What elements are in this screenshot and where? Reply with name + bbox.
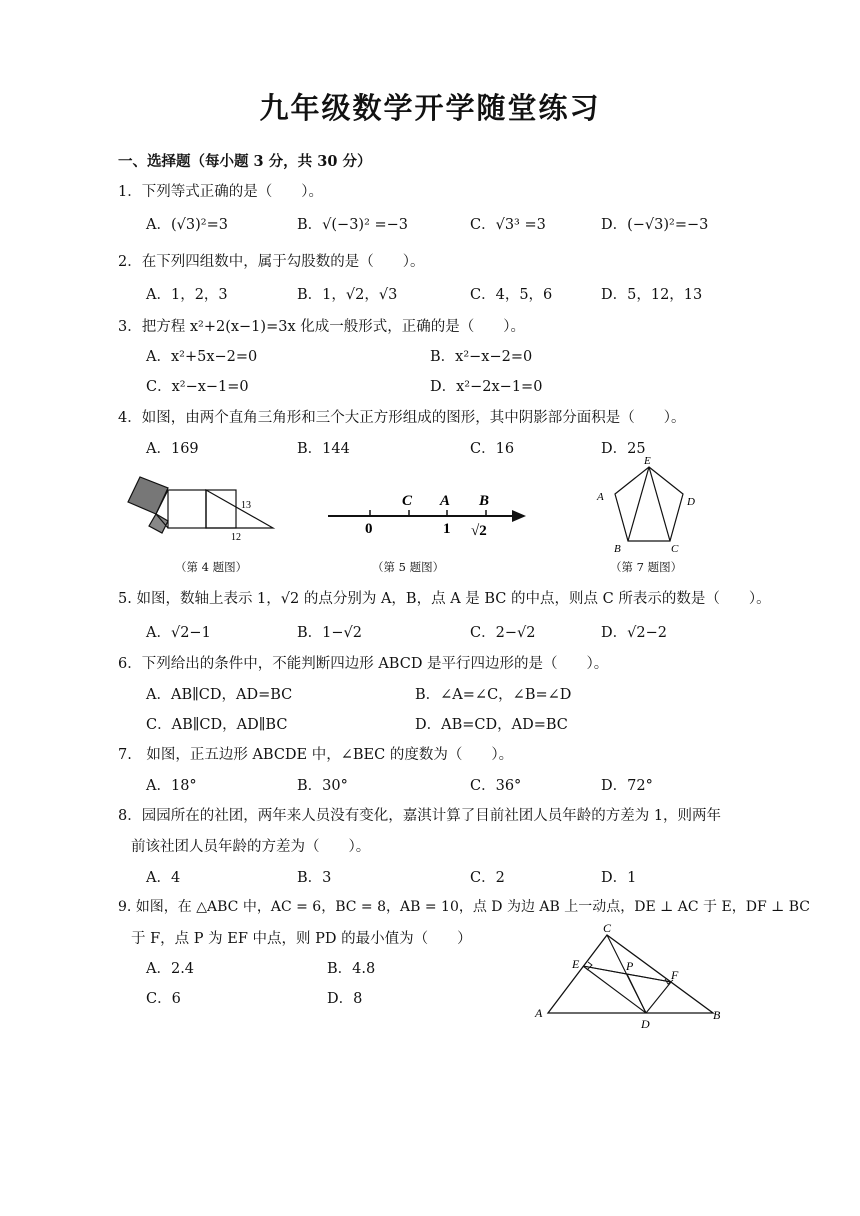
segment-cd xyxy=(607,935,646,1013)
question-3-option-c: C．x²−x−1=0 xyxy=(146,379,249,395)
question-7-option-d: D．72° xyxy=(601,778,653,794)
vertex-a-label: A xyxy=(597,491,604,503)
vertex-a-label: A xyxy=(535,1006,543,1020)
question-1-option-c: C．√3³ =3 xyxy=(470,217,546,233)
question-2-option-d: D．5，12，13 xyxy=(601,287,703,303)
question-1-option-b: B．√(−3)² =−3 xyxy=(297,217,409,233)
right-triangle xyxy=(206,490,273,528)
question-3-option-a: A．x²+5x−2=0 xyxy=(146,349,258,365)
tick-1-label: 1 xyxy=(443,521,451,537)
arrow-head xyxy=(512,510,526,522)
question-4-stem: 4．如图，由两个直角三角形和三个大正方形组成的图形，其中阴影部分面积是（ ）。 xyxy=(118,410,686,426)
square-middle xyxy=(168,490,206,528)
question-9-stem-line-1: 9. 如图，在 △ABC 中，AC = 6，BC = 8，AB = 10，点 D 为边 AB 上一动点，DE ⊥ AC 于 E，DF ⊥ BC xyxy=(118,899,810,915)
question-6-option-b: B．∠A=∠C，∠B=∠D xyxy=(415,687,572,703)
segment-df xyxy=(646,982,671,1013)
figure-5-caption: （第 5 题图） xyxy=(372,560,445,574)
question-4-option-d: D．25 xyxy=(601,441,646,457)
point-b-label: B xyxy=(479,493,490,509)
segment-eb xyxy=(628,467,649,541)
section-heading: 一、选择题（每小题 3 分，共 30 分） xyxy=(118,153,372,170)
question-3-stem: 3．把方程 x²+2(x−1)=3x 化成一般形式，正确的是（ ）。 xyxy=(118,319,525,335)
tick-sqrt2-label: √2 xyxy=(471,523,487,539)
question-4-option-c: C．16 xyxy=(470,441,515,457)
figure-5-number-line xyxy=(322,487,532,547)
question-6-option-a: A．AB∥CD，AD=BC xyxy=(146,687,293,703)
question-7-option-b: B．30° xyxy=(297,778,348,794)
question-8-option-d: D．1 xyxy=(601,870,637,886)
question-1-stem: 1．下列等式正确的是（ ）。 xyxy=(118,184,323,200)
question-2-stem: 2．在下列四组数中，属于勾股数的是（ ）。 xyxy=(118,254,425,270)
question-6-option-d: D．AB=CD，AD=BC xyxy=(415,717,568,733)
vertex-d-label: D xyxy=(687,496,695,508)
question-5-option-a: A．√2−1 xyxy=(146,625,211,641)
square-right xyxy=(206,490,236,528)
pentagon-outline xyxy=(615,467,683,541)
vertex-e-label: E xyxy=(644,455,651,467)
vertex-c-label: C xyxy=(603,921,612,935)
tick-0-label: 0 xyxy=(365,521,373,537)
question-6-option-c: C．AB∥CD，AD∥BC xyxy=(146,717,288,733)
question-8-stem-line-2: 前该社团人员年龄的方差为（ ）。 xyxy=(131,839,371,855)
question-2-option-b: B．1，√2，√3 xyxy=(297,287,398,303)
point-f-label: F xyxy=(671,968,679,982)
question-8-stem-line-1: 8．园园所在的社团，两年来人员没有变化，嘉淇计算了目前社团人员年龄的方差为 1，则两年 xyxy=(118,808,722,824)
vertex-b-label: B xyxy=(713,1008,721,1022)
question-1-option-d: D．(−√3)²=−3 xyxy=(601,217,709,233)
point-p-label: P xyxy=(626,959,634,973)
segment-de xyxy=(583,966,646,1013)
figure-4-diagram xyxy=(118,472,283,547)
question-9-option-b: B．4.8 xyxy=(327,961,376,977)
question-9-stem-line-2: 于 F，点 P 为 EF 中点，则 PD 的最小值为（ ） xyxy=(131,931,472,947)
question-4-option-a: A．169 xyxy=(146,441,199,457)
figure-7-caption: （第 7 题图） xyxy=(610,560,683,574)
question-7-stem: 7. 如图，正五边形 ABCDE 中，∠BEC 的度数为（ ）。 xyxy=(118,747,514,763)
question-4-option-b: B．144 xyxy=(297,441,350,457)
question-3-option-b: B．x²−x−2=0 xyxy=(430,349,533,365)
question-8-option-a: A．4 xyxy=(146,870,181,886)
question-2-option-a: A．1，2，3 xyxy=(146,287,228,303)
question-8-option-b: B．3 xyxy=(297,870,332,886)
question-8-option-c: C．2 xyxy=(470,870,505,886)
fig4-label-13: 13 xyxy=(241,500,251,511)
fig4-label-12: 12 xyxy=(231,532,241,543)
question-5-option-b: B．1−√2 xyxy=(297,625,362,641)
figure-9-triangle xyxy=(530,918,730,1033)
segment-ec xyxy=(649,467,670,541)
question-2-option-c: C．4，5，6 xyxy=(470,287,553,303)
question-3-option-d: D．x²−2x−1=0 xyxy=(430,379,543,395)
question-7-option-c: C．36° xyxy=(470,778,522,794)
point-e-label: E xyxy=(572,957,580,971)
point-d-label: D xyxy=(641,1017,650,1031)
point-c-label: C xyxy=(402,493,413,509)
question-9-option-a: A．2.4 xyxy=(146,961,195,977)
figure-7-pentagon xyxy=(592,453,707,557)
question-9-option-d: D．8 xyxy=(327,991,363,1007)
vertex-b-label: B xyxy=(614,543,621,555)
shaded-square-large xyxy=(128,477,168,514)
question-5-stem: 5. 如图，数轴上表示 1，√2 的点分别为 A，B，点 A 是 BC 的中点，则点 C 所表示的数是（ ）。 xyxy=(118,591,771,607)
question-5-option-d: D．√2−2 xyxy=(601,625,667,641)
page-title: 九年级数学开学随堂练习 xyxy=(259,91,601,125)
question-7-option-a: A．18° xyxy=(146,778,197,794)
figure-4-caption: （第 4 题图） xyxy=(175,560,248,574)
point-a-label: A xyxy=(440,493,451,509)
question-6-stem: 6．下列给出的条件中，不能判断四边形 ABCD 是平行四边形的是（ ）。 xyxy=(118,656,609,672)
question-1-option-a: A．(√3)²=3 xyxy=(146,217,228,233)
question-5-option-c: C．2−√2 xyxy=(470,625,536,641)
question-9-option-c: C．6 xyxy=(146,991,181,1007)
vertex-c-label: C xyxy=(671,543,679,555)
